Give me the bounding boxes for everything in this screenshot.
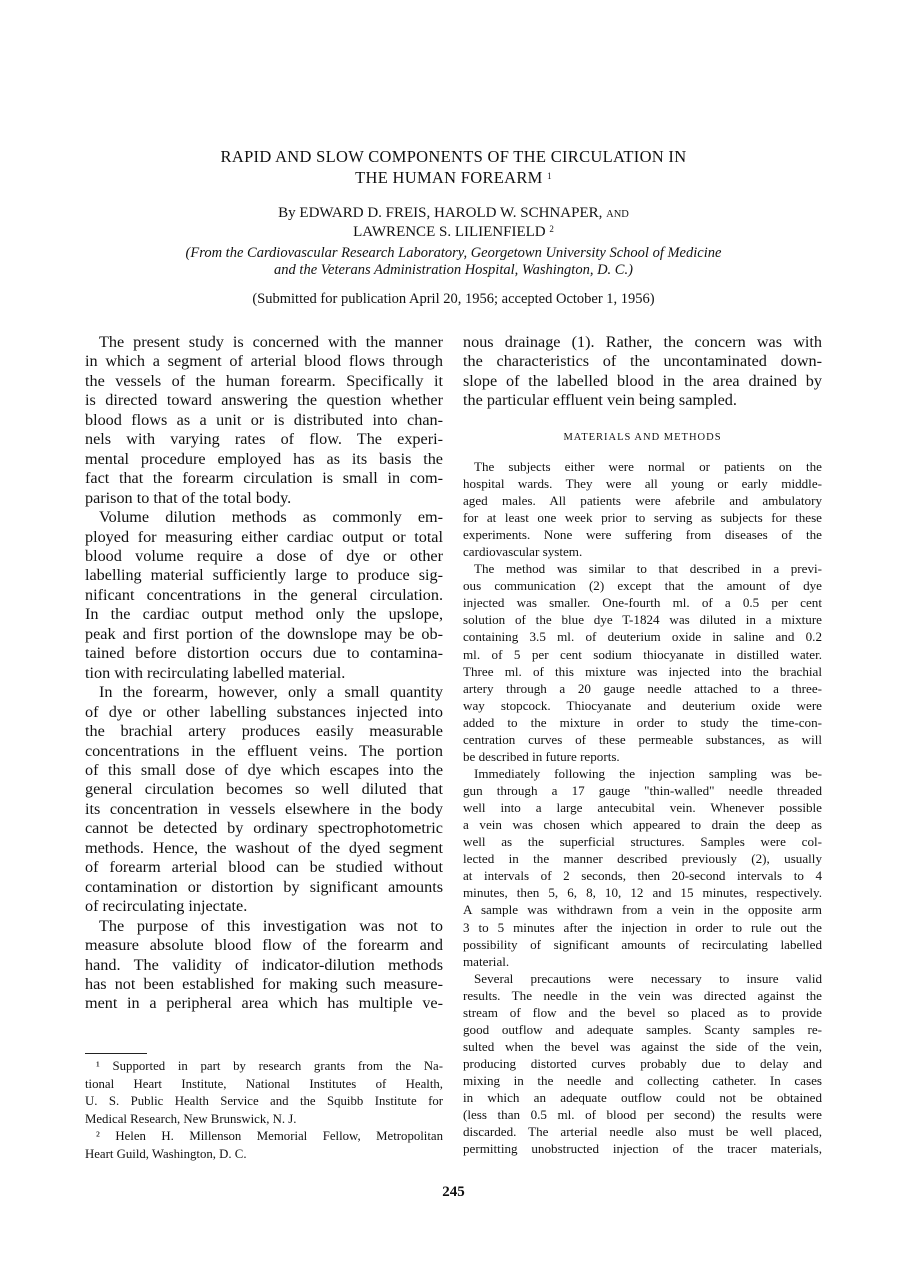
- text-line: the brachial artery produces easily measurable: [85, 722, 443, 741]
- text-line: mental procedure employed has as its basis the: [85, 449, 443, 468]
- text-line: its concentration in vessels elsewhere in the body: [85, 799, 443, 818]
- text-line: is directed toward answering the question whether: [85, 391, 443, 410]
- text-line: possibility of significant amounts of recirculating labelled: [463, 936, 822, 952]
- text-line: added to the mixture in order to study the time-con-: [463, 714, 822, 730]
- text-line: lected in the manner described previously (2), usually: [463, 851, 822, 867]
- text-line: peak and first portion of the downslope may be ob-: [85, 624, 443, 643]
- text-line: for at least one week prior to serving as subjects for these: [463, 510, 822, 525]
- text-line: artery through a 20 gauge needle attached to a three-: [463, 680, 822, 696]
- text-line: good outflow and adequate samples. Scanty samples re-: [463, 1021, 822, 1037]
- paragraph: [85, 508, 443, 683]
- text-line: of forearm arterial blood can be studied without: [85, 858, 443, 877]
- and-label: AND: [606, 209, 629, 220]
- text-line: be described in future reports.: [463, 748, 620, 764]
- right-column: [463, 333, 822, 1157]
- text-line: aged males. All patients were afebrile and ambulatory: [463, 492, 822, 508]
- text-line: containing 3.5 ml. of deuterium oxide in saline and 0.2: [463, 629, 822, 645]
- text-line: blood flows as a unit or is distributed into chan-: [85, 410, 443, 429]
- text-line: ous communication (2) except that the amount of dye: [463, 578, 822, 594]
- title-line-2: [0, 168, 907, 188]
- text-line: has not been established for making such measure-: [85, 974, 443, 993]
- text-line: way stopcock. Thiocyanate and deuterium oxide were: [463, 697, 822, 713]
- text-line: contamination or distortion by significant amounts: [85, 877, 443, 896]
- text-line: The present study is concerned with the manner: [99, 333, 443, 351]
- text-line: general circulation becomes so well diluted that: [85, 780, 443, 799]
- right-column-continuation: [463, 333, 822, 411]
- text-line: slope of the labelled blood in the area drained by: [463, 371, 822, 390]
- text-line: Volume dilution methods as commonly em-: [99, 508, 443, 527]
- text-line: experiments. None were suffering from diseases of the: [463, 527, 822, 543]
- paragraph: [85, 683, 443, 916]
- title-text: THE HUMAN FOREARM: [355, 168, 543, 187]
- text-line: ² Helen H. Millenson Memorial Fellow, Metropolitan: [96, 1129, 443, 1144]
- paragraph: [85, 333, 443, 508]
- by-label: By: [278, 205, 296, 221]
- text-line: permitting unobstructed injection of the tracer materials,: [463, 1141, 822, 1157]
- text-line: Three ml. of this mixture was injected into the brachial: [463, 663, 822, 679]
- text-line: fact that the forearm circulation is small in com-: [85, 469, 443, 488]
- left-column: [85, 333, 443, 1014]
- text-line: ¹ Supported in part by research grants from the Na-: [96, 1059, 443, 1073]
- text-line: tained before distortion occurs due to contamina-: [85, 644, 443, 663]
- text-line: minutes, then 5, 6, 8, 10, 12 and 15 minutes, respectively.: [463, 885, 822, 901]
- footnote-mark-1[interactable]: 1: [547, 171, 552, 181]
- footnote-divider: [85, 1053, 147, 1054]
- text-line: well into a large antecubital vein. Whenever possible: [463, 800, 822, 816]
- text-line: of recirculating injectate.: [85, 897, 248, 916]
- paragraph: [463, 458, 822, 560]
- text-line: ml. of 5 per cent sodium thiocyanate in distilled water.: [463, 646, 822, 662]
- text-line: stream of flow and the bevel so placed as to provide: [463, 1004, 822, 1020]
- text-line: producing distorted curves probably due to delay and: [463, 1056, 822, 1071]
- authors-names-2: LAWRENCE S. LILIENFIELD: [353, 224, 546, 240]
- authors-line-1: [0, 205, 907, 222]
- text-line: in which a segment of arterial blood flows through: [85, 352, 443, 371]
- submission-dates: (Submitted for publication April 20, 1956; accepted October 1, 1956): [252, 291, 655, 307]
- text-line: methods. Hence, the washout of the dyed segment: [85, 838, 443, 857]
- text-line: centration curves of these permeable substances, as will: [463, 731, 822, 747]
- text-line: U. S. Public Health Service and the Squibb Institute for: [85, 1094, 443, 1109]
- text-line: a vein was chosen which appeared to drain the deep as: [463, 817, 822, 833]
- affiliation-line-1: (From the Cardiovascular Research Laboratory, Georgetown University School of Medicine: [185, 245, 722, 261]
- paragraph: [85, 1058, 443, 1128]
- text-line: ployed for measuring either cardiac output or total: [85, 527, 443, 546]
- text-line: sulted when the bevel was against the side of the vein,: [463, 1038, 822, 1054]
- text-line: nels with varying rates of flow. The experi-: [85, 430, 443, 449]
- text-line: A sample was withdrawn from a vein in the opposite arm: [463, 902, 822, 918]
- paragraph: [463, 560, 822, 765]
- text-line: measure absolute blood flow of the forearm and: [85, 936, 443, 955]
- page-number: 245: [442, 1184, 465, 1200]
- paragraph: [463, 970, 822, 1158]
- text-line: The method was similar to that described in a previ-: [474, 561, 822, 577]
- text-line: Immediately following the injection sampling was be-: [474, 765, 822, 781]
- paragraph: [463, 765, 822, 970]
- text-line: Medical Research, New Brunswick, N. J.: [85, 1111, 297, 1126]
- text-line: results. The needle in the vein was directed against the: [463, 987, 822, 1003]
- text-line: of dye or other labelling substances injected into: [85, 702, 443, 721]
- text-line: The subjects either were normal or patients on the: [474, 458, 822, 474]
- text-line: nous drainage (1). Rather, the concern was with: [463, 333, 822, 351]
- text-line: 3 to 5 minutes after the injection in order to rule out the: [463, 919, 822, 935]
- text-line: concentrations in the effluent veins. The portion: [85, 741, 443, 760]
- text-line: the vessels of the human forearm. Specifically it: [85, 371, 443, 390]
- text-line: hand. The validity of indicator-dilution methods: [85, 955, 443, 974]
- text-line: cannot be detected by ordinary spectrophotometric: [85, 819, 443, 838]
- text-line: in which an adequate outflow could not be obtained: [463, 1090, 822, 1106]
- text-line: nificant concentrations in the general circulation.: [85, 585, 443, 604]
- affiliation-line-2: and the Veterans Administration Hospital, Washington, D. C.): [274, 262, 633, 278]
- text-line: cardiovascular system.: [463, 544, 583, 560]
- footnotes: [85, 1058, 443, 1164]
- text-line: well as the superficial structures. Samples were col-: [463, 834, 822, 850]
- text-line: hospital wards. They were all young or early middle-: [463, 475, 822, 491]
- text-line: tional Heart Institute, National Institutes of Health,: [85, 1076, 443, 1091]
- text-line: injected was smaller. One-fourth ml. of a 0.5 per cent: [463, 595, 822, 611]
- text-line: ment in a peripheral area which has multiple ve-: [85, 994, 443, 1013]
- text-line: the characteristics of the uncontaminated down-: [463, 352, 822, 371]
- text-line: blood volume require a dose of dye or other: [85, 546, 443, 565]
- text-line: at intervals of 2 seconds, then 20-second intervals to 4: [463, 868, 822, 884]
- text-line: The purpose of this investigation was not to: [99, 916, 443, 935]
- text-line: tion with recirculating labelled material.: [85, 663, 346, 682]
- text-line: mixing in the needle and collecting catheter. In cases: [463, 1073, 822, 1089]
- paragraph: [85, 917, 443, 1014]
- text-line: material.: [463, 953, 510, 969]
- text-line: gun through a 17 gauge "thin-walled" needle threaded: [463, 783, 822, 798]
- text-line: In the forearm, however, only a small quantity: [99, 683, 443, 702]
- text-line: of this small dose of dye which escapes into the: [85, 760, 443, 779]
- authors-names-1: EDWARD D. FREIS, HAROLD W. SCHNAPER,: [299, 205, 603, 221]
- paragraph: [85, 1128, 443, 1163]
- authors-line-2: [0, 224, 907, 241]
- text-line: Heart Guild, Washington, D. C.: [85, 1146, 247, 1161]
- text-line: (less than 0.5 ml. of blood per second) the results were: [463, 1107, 822, 1123]
- text-line: Several precautions were necessary to insure valid: [474, 970, 822, 986]
- section-heading: MATERIALS AND METHODS: [563, 431, 722, 443]
- text-line: In the cardiac output method only the upslope,: [85, 605, 443, 624]
- text-line: solution of the blue dye T-1824 was diluted in a mixture: [463, 612, 822, 628]
- text-line: the particular effluent vein being sampled.: [463, 391, 737, 410]
- text-line: discarded. The arterial needle also must be well placed,: [463, 1124, 822, 1140]
- footnote-mark-2[interactable]: 2: [549, 224, 554, 234]
- methods-text: [463, 458, 822, 1158]
- text-line: labelling material sufficiently large to produce sig-: [85, 566, 443, 585]
- title-line-1: RAPID AND SLOW COMPONENTS OF THE CIRCULATION IN: [220, 147, 687, 166]
- text-line: parison to that of the total body.: [85, 488, 292, 507]
